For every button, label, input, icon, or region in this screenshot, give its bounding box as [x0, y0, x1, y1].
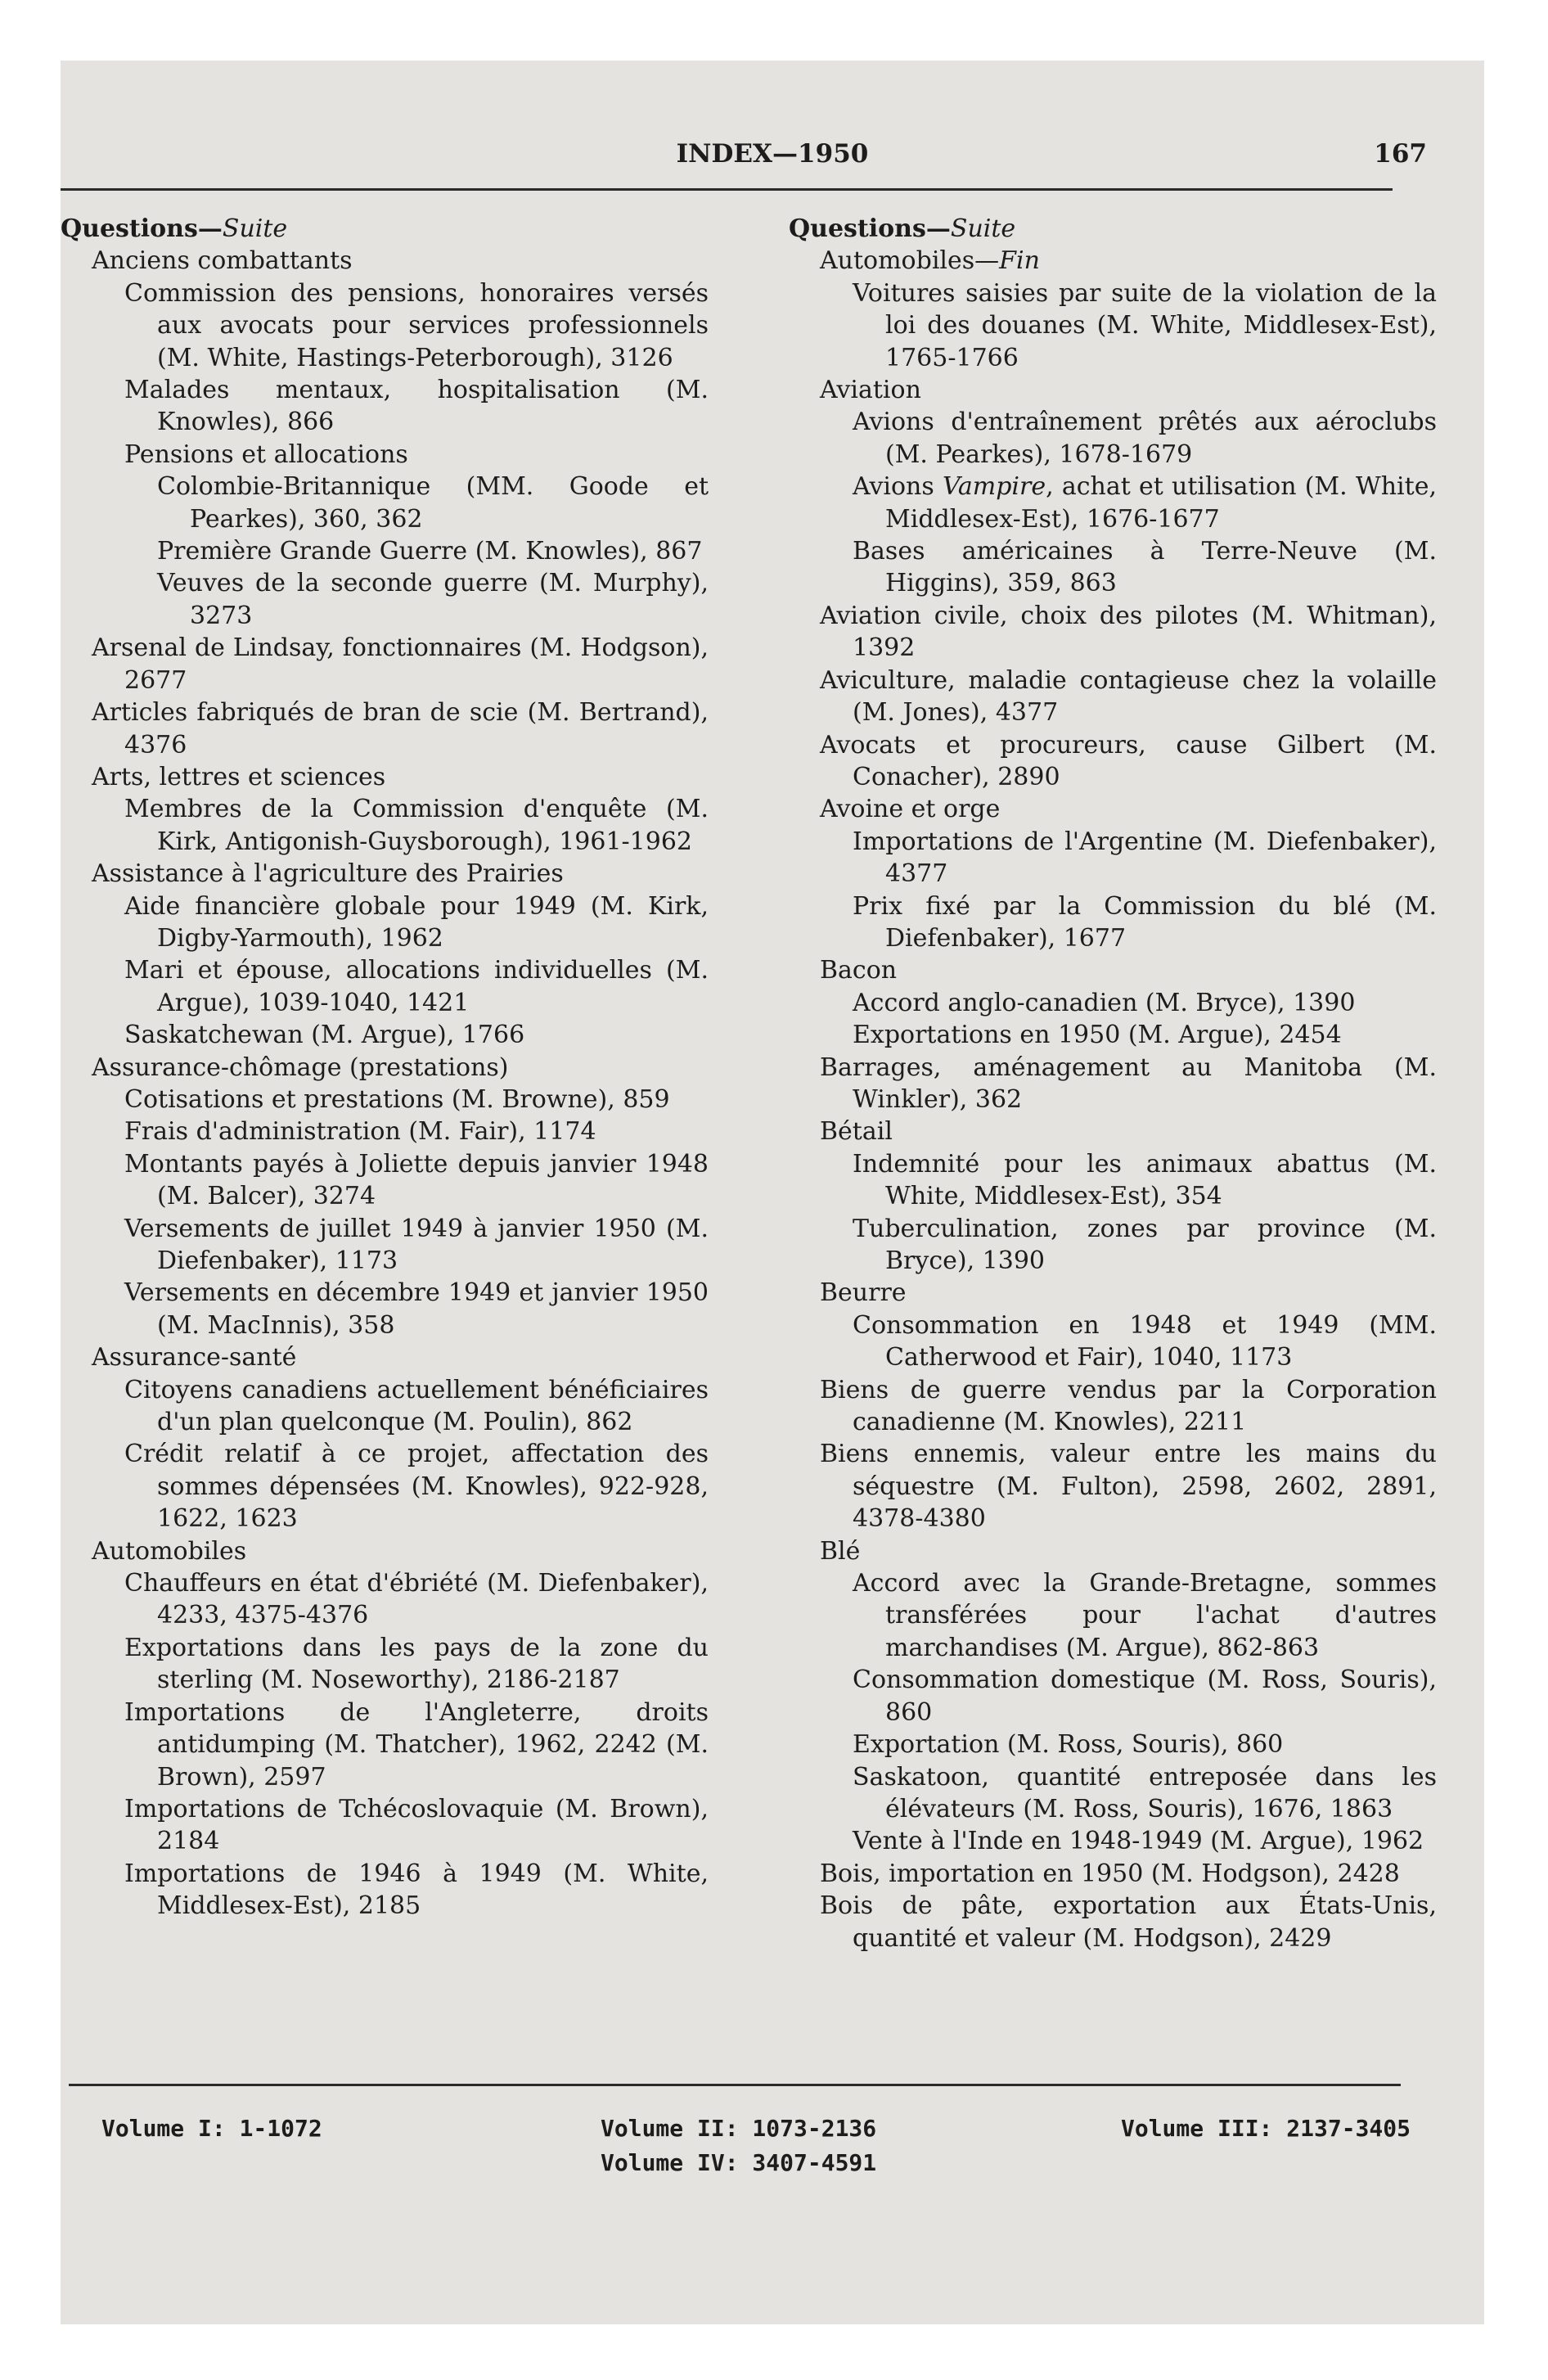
entry-italic-text: Suite	[222, 214, 288, 243]
index-subentry	[61, 890, 709, 955]
index-subentry	[789, 471, 1437, 535]
entry-text: Biens ennemis, valeur entre les mains du séquestre (M. Fulton), 2598, 2602, 2891, 4378-4380	[820, 1440, 1437, 1534]
entry-text: Malades mentaux, hospitalisation (M. Knowles), 866	[124, 376, 709, 437]
entry-text: Saskatoon, quantité entreposée dans les élévateurs (M. Ross, Souris), 1676, 1863	[853, 1762, 1437, 1823]
entry-text: Bois, importation en 1950 (M. Hodgson), 2428	[820, 1859, 1400, 1888]
entry-text: Saskatchewan (M. Argue), 1766	[124, 1021, 525, 1050]
index-entry	[789, 729, 1437, 794]
entry-text: Bases américaines à Terre-Neuve (M. Higgins), 359, 863	[853, 537, 1437, 598]
index-subentry	[61, 1793, 709, 1858]
entry-text: Cotisations et prestations (M. Browne), 859	[124, 1084, 670, 1114]
footer-rule	[69, 2084, 1401, 2086]
index-subentry	[789, 1148, 1437, 1213]
index-subentry	[61, 1632, 709, 1697]
entry-text: Indemnité pour les animaux abattus (M. White, Middlesex-Est), 354	[853, 1149, 1437, 1211]
right-column	[789, 213, 1437, 1954]
footer-volumes-2-4	[601, 2112, 876, 2180]
left-column	[61, 213, 709, 1922]
index-subentry	[61, 535, 709, 567]
entry-text: Mari et épouse, allocations individuelles (M. Argue), 1039-1040, 1421	[124, 956, 709, 1017]
entry-text: Assistance à l'agriculture des Prairies	[92, 859, 564, 889]
index-subentry	[61, 1858, 709, 1922]
entry-text: Importations de l'Argentine (M. Diefenbaker), 4377	[853, 827, 1437, 889]
entry-text: Prix fixé par la Commission du blé (M. Diefenbaker), 1677	[853, 891, 1437, 953]
entry-text: Commission des pensions, honoraires versés aux avocats pour services professionnels (M. White, Hastings-Peterborough), 3126	[124, 278, 709, 372]
entry-text: Consommation domestique (M. Ross, Souris), 860	[853, 1666, 1437, 1727]
entry-text: Veuves de la seconde guerre (M. Murphy), 3273	[157, 569, 709, 630]
entry-text: Tuberculination, zones par province (M. Bryce), 1390	[853, 1214, 1437, 1275]
entry-text: Pensions et allocations	[124, 439, 408, 469]
entry-text: Anciens combattants	[92, 246, 353, 276]
index-subentry	[789, 890, 1437, 955]
entry-text: Barrages, aménagement au Manitoba (M. Winkler), 362	[820, 1053, 1437, 1114]
entry-text: Versements en décembre 1949 et janvier 1950 (M. MacInnis), 358	[124, 1278, 709, 1340]
volume-1-range: Volume I: 1-1072	[101, 2115, 322, 2142]
footer-volume-3	[1121, 2112, 1411, 2146]
index-subentry	[61, 1697, 709, 1793]
entry-text: Aviation	[820, 376, 921, 405]
index-entry	[61, 245, 709, 277]
index-entry	[789, 1535, 1437, 1567]
index-subentry	[61, 1277, 709, 1341]
index-subentry	[61, 277, 709, 374]
index-subentry	[61, 1148, 709, 1213]
index-entry	[789, 1374, 1437, 1439]
entry-text: Questions—	[61, 214, 223, 243]
index-subentry	[61, 1567, 709, 1632]
entry-text: Arts, lettres et sciences	[92, 762, 386, 791]
entry-text: Versements de juillet 1949 à janvier 1950 (M. Diefenbaker), 1173	[124, 1214, 709, 1275]
index-subentry	[789, 1213, 1437, 1278]
entry-text: Exportations en 1950 (M. Argue), 2454	[853, 1021, 1342, 1050]
entry-text: Biens de guerre vendus par la Corporation canadienne (M. Knowles), 2211	[820, 1375, 1437, 1437]
index-entry	[789, 1116, 1437, 1147]
entry-text: Exportations dans les pays de la zone du sterling (M. Noseworthy), 2186-2187	[124, 1633, 709, 1695]
volume-3-range: Volume III: 2137-3405	[1120, 2115, 1411, 2142]
entry-text: Avions d'entraînement prêtés aux aéroclubs (M. Pearkes), 1678-1679	[853, 408, 1437, 469]
index-entry	[61, 1341, 709, 1373]
index-entry	[789, 245, 1437, 277]
entry-text: Vente à l'Inde en 1948-1949 (M. Argue), 1962	[853, 1827, 1424, 1856]
index-entry	[789, 1890, 1437, 1954]
index-subentry	[789, 406, 1437, 471]
index-subentry	[61, 1084, 709, 1116]
index-entry	[789, 1438, 1437, 1535]
section-heading	[61, 213, 709, 245]
index-entry	[61, 858, 709, 890]
entry-text: Questions—	[789, 214, 951, 243]
index-subentry	[789, 1309, 1437, 1374]
entry-text: Voitures saisies par suite de la violation de la loi des douanes (M. White, Middlesex-Est), 1765-1766	[853, 278, 1437, 372]
entry-text: Bacon	[820, 956, 898, 985]
index-subentry	[61, 1213, 709, 1278]
index-subentry	[61, 954, 709, 1019]
entry-italic-text: Fin	[999, 246, 1040, 276]
index-subentry	[789, 1019, 1437, 1051]
index-entry	[789, 665, 1437, 729]
index-subentry	[61, 439, 709, 471]
entry-text: Automobiles	[92, 1536, 247, 1566]
entry-text: Exportation (M. Ross, Souris), 860	[853, 1730, 1284, 1760]
entry-text: Importations de 1946 à 1949 (M. White, Middlesex-Est), 2185	[124, 1859, 709, 1921]
entry-text: Assurance-chômage (prestations)	[92, 1053, 509, 1082]
index-subentry	[789, 1664, 1437, 1729]
index-subentry	[789, 987, 1437, 1019]
section-heading	[789, 213, 1437, 245]
index-subentry	[789, 1729, 1437, 1760]
index-entry	[789, 374, 1437, 406]
entry-text: Importations de l'Angleterre, droits antidumping (M. Thatcher), 1962, 2242 (M. Brown), 2597	[124, 1697, 709, 1792]
index-subentry	[61, 567, 709, 632]
entry-text: Blé	[820, 1536, 861, 1566]
entry-text: Importations de Tchécoslovaquie (M. Brown), 2184	[124, 1794, 709, 1856]
page-title: INDEX—1950	[676, 139, 869, 169]
index-subentry	[789, 1567, 1437, 1664]
entry-text: Montants payés à Joliette depuis janvier 1948 (M. Balcer), 3274	[124, 1149, 709, 1211]
volume-2-range: Volume II: 1073-2136	[601, 2115, 877, 2142]
index-subentry	[789, 1825, 1437, 1857]
index-subentry	[789, 1761, 1437, 1826]
index-entry	[61, 696, 709, 761]
index-subentry	[61, 1116, 709, 1147]
footer-volume-1	[101, 2112, 322, 2146]
entry-text: Accord avec la Grande-Bretagne, sommes transférées pour l'achat d'autres marchandises (M. Argue), 862-863	[853, 1569, 1437, 1662]
index-entry	[789, 954, 1437, 986]
entry-text: Bois de pâte, exportation aux États-Unis, quantité et valeur (M. Hodgson), 2429	[820, 1891, 1437, 1953]
index-subentry	[789, 535, 1437, 600]
entry-text: Assurance-santé	[92, 1343, 297, 1373]
entry-text: Avoine et orge	[820, 795, 1001, 824]
entry-text: Citoyens canadiens actuellement bénéficiaires d'un plan quelconque (M. Poulin), 862	[124, 1375, 709, 1437]
entry-text: Automobiles—	[820, 246, 1000, 276]
index-entry	[61, 1052, 709, 1084]
entry-text: Avions	[853, 472, 943, 502]
index-subentry	[61, 1019, 709, 1051]
entry-text: Membres de la Commission d'enquête (M. Kirk, Antigonish-Guysborough), 1961-1962	[124, 795, 709, 856]
header-rule	[61, 188, 1393, 191]
entry-text: Consommation en 1948 et 1949 (MM. Catherwood et Fair), 1040, 1173	[853, 1310, 1437, 1373]
index-subentry	[789, 277, 1437, 374]
entry-text: Aide financière globale pour 1949 (M. Kirk, Digby-Yarmouth), 1962	[124, 891, 709, 953]
entry-text: Articles fabriqués de bran de scie (M. Bertrand), 4376	[92, 698, 709, 760]
entry-text: Frais d'administration (M. Fair), 1174	[124, 1117, 596, 1147]
index-entry	[61, 761, 709, 793]
volume-4-range: Volume IV: 3407-4591	[601, 2149, 877, 2176]
index-entry	[789, 1858, 1437, 1890]
index-subentry	[61, 1438, 709, 1535]
entry-text: Chauffeurs en état d'ébriété (M. Diefenbaker), 4233, 4375-4376	[124, 1569, 709, 1630]
index-entry	[61, 1535, 709, 1567]
index-entry	[789, 1052, 1437, 1116]
entry-text: Colombie-Britannique (MM. Goode et Pearkes), 360, 362	[157, 472, 709, 534]
index-subentry	[789, 826, 1437, 890]
entry-italic-text: Suite	[950, 214, 1016, 243]
entry-text: Bétail	[820, 1117, 893, 1147]
entry-text: Crédit relatif à ce projet, affectation des sommes dépensées (M. Knowles), 922-928, 1622, 1623	[124, 1440, 709, 1534]
index-entry	[789, 793, 1437, 825]
entry-text: Aviculture, maladie contagieuse chez la volaille (M. Jones), 4377	[820, 665, 1437, 728]
index-subentry	[61, 793, 709, 858]
index-subentry	[61, 374, 709, 439]
index-subentry	[61, 1374, 709, 1439]
index-entry	[61, 632, 709, 696]
index-entry	[789, 1277, 1437, 1309]
entry-text: Aviation civile, choix des pilotes (M. Whitman), 1392	[820, 601, 1437, 663]
index-entry	[789, 600, 1437, 665]
page-number: 167	[1374, 139, 1427, 169]
index-page	[61, 61, 1484, 2324]
entry-text: Beurre	[820, 1278, 907, 1308]
entry-text: Première Grande Guerre (M. Knowles), 867	[157, 537, 703, 566]
entry-text: Accord anglo-canadien (M. Bryce), 1390	[853, 988, 1356, 1017]
entry-text-continued: , achat et utilisation (M. White, Middlesex-Est), 1676-1677	[885, 472, 1437, 534]
entry-text: Avocats et procureurs, cause Gilbert (M. Conacher), 2890	[820, 730, 1437, 791]
entry-text: Arsenal de Lindsay, fonctionnaires (M. Hodgson), 2677	[92, 633, 709, 695]
index-subentry	[61, 471, 709, 535]
entry-italic-text: Vampire	[942, 472, 1046, 502]
